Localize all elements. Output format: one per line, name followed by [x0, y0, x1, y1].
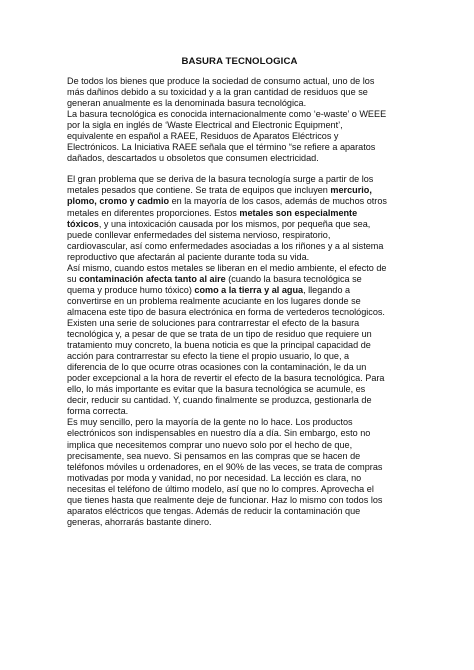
text-line: tratamiento muy concreto, la buena noticia es que la principal capacidad de	[67, 340, 371, 351]
paragraph-intro	[67, 76, 412, 164]
text-line	[67, 219, 412, 230]
text-line: teléfonos móviles u ordenadores, en el 90% de las veces, se trata de compras	[67, 461, 383, 472]
text-line: cardiovascular, así como enfermedades asociadas a los riñones y a al sistema	[67, 240, 384, 251]
text-line: generan anualmente es la denominada basura tecnológica.	[67, 98, 307, 109]
text-line: dañados, descartados u obsoletos que consumen electricidad.	[67, 153, 319, 164]
text-span: metales pesados que contiene. Se trata de equipos que incluyen	[67, 185, 328, 196]
text-span: metales en diferentes proporciones. Estos	[67, 207, 237, 218]
text-span: , llegando a	[303, 284, 351, 295]
text-line: puede conllevar enfermedades del sistema nervioso, respiratorio,	[67, 229, 331, 240]
text-line	[67, 185, 412, 196]
text-line: implica que necesitemos comprar uno nuevo solo por el hecho de que,	[67, 439, 353, 450]
text-line: equivalente en español a RAEE, Residuos de Aparatos Eléctricos y	[67, 131, 339, 142]
text-line: decir, reducir su cantidad. Y, cuando finalmente se produzca, gestionarla de	[67, 395, 372, 406]
text-line: poder excepcional a la hora de revertir el efecto de la basura tecnológica. Para	[67, 373, 385, 384]
text-line: que tienes hasta que realmente deje de funcionar. Haz lo mismo con todos los	[67, 494, 383, 505]
text-line: ello, lo más importante es evitar que la basura tecnológica se acumule, es	[67, 384, 366, 395]
document-page	[67, 56, 412, 528]
paragraph-main	[67, 174, 412, 528]
text-line: De todos los bienes que produce la sociedad de consumo actual, uno de los	[67, 76, 375, 86]
text-line: necesitas el teléfono de último modelo, así que no lo compres. Aprovecha el	[67, 483, 374, 494]
text-line	[67, 196, 412, 207]
text-line: forma correcta.	[67, 406, 129, 417]
text-span: su	[67, 273, 77, 284]
text-line: tecnológica y, a pesar de que se trata de un tipo de residuo que requiere un	[67, 329, 372, 340]
text-line: diferencia de lo que ocurre otras ocasiones con la contaminación, le da un	[67, 362, 367, 373]
text-line: reproductivo que afectarán al paciente durante toda su vida.	[67, 251, 310, 262]
text-line: Electrónicos. La Iniciativa RAEE señala que el término “se refiere a aparatos	[67, 142, 376, 153]
paragraph-gap	[67, 164, 412, 174]
emphasis-text: contaminación afecta tanto al aire	[79, 273, 226, 284]
text-line: Así mismo, cuando estos metales se liberan en el medio ambiente, el efecto de	[67, 262, 387, 273]
emphasis-text: plomo, cromo y cadmio	[67, 196, 170, 207]
text-line	[67, 274, 412, 285]
text-span: , y una intoxicación causada por los mismos, por pequeña que sea,	[98, 218, 371, 229]
text-line: más dañinos debido a su toxicidad y a la gran cantidad de residuos que se	[67, 87, 368, 98]
text-line: generas, ahorrarás bastante dinero.	[67, 516, 212, 527]
emphasis-text: tóxicos	[67, 218, 99, 229]
text-line: por la sigla en inglés de ‘Waste Electrical and Electronic Equipment’,	[67, 120, 343, 131]
text-line: aparatos eléctricos que tengas. Además de reducir la contaminación que	[67, 505, 361, 516]
text-span: (cuando la basura tecnológica se	[228, 273, 362, 284]
text-line: electrónicos son indispensables en nuestro día a día. Sin embargo, esto no	[67, 428, 371, 439]
text-line: precisamente, sea nuevo. Si pensamos en las compras que se hacen de	[67, 450, 361, 461]
text-line: convertirse en un problema realmente acuciante en los lugares donde se	[67, 295, 361, 306]
text-line: Existen una serie de soluciones para contrarrestar el efecto de la basura	[67, 317, 360, 328]
text-line: acción para contrarrestar su efecto la tiene el propio usuario, lo que, a	[67, 351, 350, 362]
text-line: Es muy sencillo, pero la mayoría de la gente no lo hace. Los productos	[67, 417, 353, 428]
emphasis-text: metales son especialmente	[239, 207, 358, 218]
text-line: El gran problema que se deriva de la basura tecnología surge a partir de los	[67, 174, 374, 185]
text-span: en la mayoría de los casos, además de muchos otros	[171, 196, 387, 207]
emphasis-text: como a la tierra y al agua	[194, 284, 304, 295]
text-line	[67, 285, 412, 296]
text-line: La basura tecnológica es conocida internacionalmente como ‘e-waste’ o WEEE	[67, 109, 387, 120]
text-line: motivadas por moda y vanidad, no por necesidad. La lección es clara, no	[67, 472, 362, 483]
text-span: quema y produce humo tóxico)	[67, 284, 192, 295]
emphasis-text: mercurio,	[330, 185, 372, 196]
text-line	[67, 208, 412, 219]
text-line: almacena este tipo de basura electrónica en forma de vertederos tecnológicos.	[67, 306, 385, 317]
document-title: BASURA TECNOLOGICA	[181, 56, 298, 67]
